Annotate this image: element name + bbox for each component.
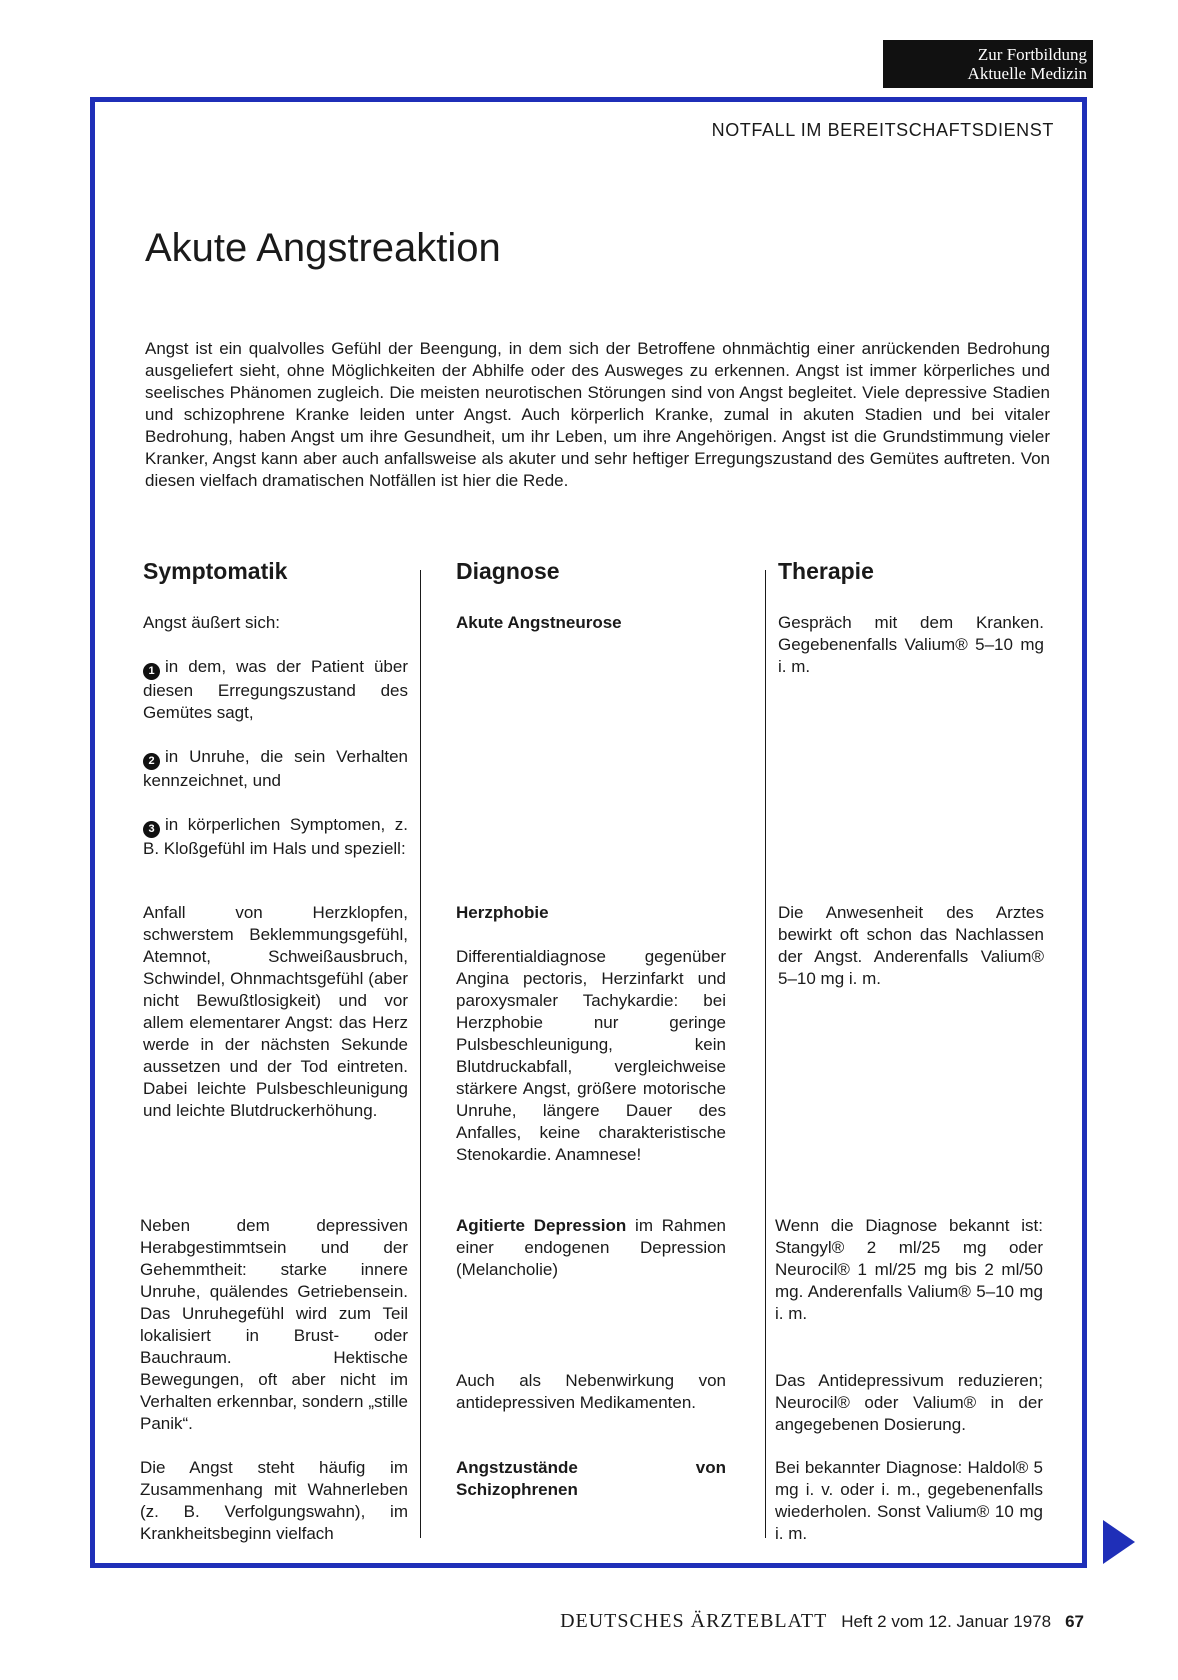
diagnose-herzphobie-text: Differentialdiagnose gegenüber Angina pectoris, Herzinfarkt und paroxysmaler Tachykardie: bei Herzphobie nur geringe Pulsbeschleunigung, kein Blutdruckabfall, vergleichweise stärkere Angst, größere motorische Unruhe, längere Dauer des Anfalles, keine charakteristische Stenokardie. Anamnese! — [456, 947, 726, 1164]
symptomatik-block-3: Neben dem depressiven Herabgestimmtsein und der Gehemmtheit: starke innere Unruhe, quälendes Getriebensein. Das Unruhegefühl wird zum Teil lokalisiert in Brust- oder Bauchraum. Hektische Bewegungen, oft aber nicht im Verhalten erkennbar, sondern „stille Panik“. — [140, 1216, 408, 1433]
column-divider-left — [420, 570, 421, 1538]
page-title: Akute Angstreaktion — [145, 226, 501, 270]
symptomatik-item-1: 1 in dem, was der Patient über diesen Erregungszustand des Gemütes sagt, — [143, 657, 408, 722]
column-heading-symptomatik: Symptomatik — [143, 558, 288, 584]
journal-name: DEUTSCHES ÄRZTEBLATT — [560, 1610, 828, 1632]
diagnose-herzphobie-heading: Herzphobie — [456, 903, 549, 922]
section-tag-line1: Zur Fortbildung — [977, 45, 1087, 64]
continue-arrow-icon — [1103, 1520, 1135, 1564]
symptomatik-block-1 — [143, 612, 408, 860]
column-heading-diagnose: Diagnose — [456, 558, 560, 584]
intro-paragraph: Angst ist ein qualvolles Gefühl der Beengung, in dem sich der Betroffene ohnmächtig einer anrückenden Bedrohung ausgeliefert sieht, ohne Möglichkeiten der Abhilfe oder des Ausweges zu erkennen. Angst ist immer körperliches und seelisches Phänomen zugleich. Die meisten neurotischen Störungen sind von Angst begleitet. Viele depressive Stadien und schizophrene Kranke leiden unter Angst. Auch körperlich Kranke, zumal in akuten Stadien und bei vitaler Bedrohung, haben Angst um ihre Gesundheit, um ihr Leben, um ihre Angehörigen. Angst ist die Grundstimmung vieler Kranker, Angst kann aber auch anfallsweise als akuter und sehr heftiger Erregungszustand des Gemütes auftreten. Von diesen vielfach dramatischen Notfällen ist hier die Rede. — [145, 339, 1050, 490]
symptomatik-item-2: 2 in Unruhe, die sein Verhalten kennzeichnet, und — [143, 747, 408, 790]
section-tag-line2: Aktuelle Medizin — [967, 64, 1087, 83]
therapie-block-1: Gespräch mit dem Kranken. Gegebenenfalls Valium® 5–10 mg i. m. — [778, 613, 1044, 676]
section-tag — [883, 40, 1093, 88]
therapie-block-4: Bei bekannter Diagnose: Haldol® 5 mg i. v. oder i. m., gegebenenfalls wiederholen. Sonst Valium® 10 mg i. m. — [775, 1458, 1043, 1543]
symptomatik-block-2: Anfall von Herzklopfen, schwerstem Beklemmungsgefühl, Atemnot, Schweißausbruch, Schwindel, Ohnmachtsgefühl (aber nicht Bewußtlosigkeit) und vor allem elementarer Angst: das Herz werde in der nächsten Sekunde aussetzen und der Tod eintreten. Dabei leichte Pulsbeschleunigung und leichte Blutdruckerhöhung. — [143, 903, 408, 1120]
diagnose-schizophrenie: Angstzustände von Schizophrenen — [456, 1458, 726, 1499]
diagnose-nebenwirkung: Auch als Nebenwirkung von antidepressiven Medikamenten. — [456, 1371, 726, 1412]
symptomatik-item-3: 3 in körperlichen Symptomen, z. B. Kloßgefühl im Hals und speziell: — [143, 815, 408, 858]
therapie-block-3b: Das Antidepressivum reduzieren; Neurocil® oder Valium® in der angegebenen Dosierung. — [775, 1371, 1043, 1434]
symptomatik-block-4: Die Angst steht häufig im Zusammenhang mit Wahnerleben (z. B. Verfolgungswahn), im Krankheitsbeginn vielfach — [140, 1458, 408, 1543]
page-footer — [560, 1610, 1084, 1633]
symptomatik-intro: Angst äußert sich: — [143, 613, 281, 632]
therapie-block-2: Die Anwesenheit des Arztes bewirkt oft schon das Nachlassen der Angst. Anderenfalls Valium® 5–10 mg i. m. — [778, 903, 1044, 988]
therapie-block-3: Wenn die Diagnose bekannt ist: Stangyl® 2 ml/25 mg oder Neurocil® 1 ml/25 mg bis 2 ml/50 mg. Anderenfalls Valium® 5–10 mg i. m. — [775, 1216, 1043, 1323]
number-1-icon: 1 — [143, 663, 160, 680]
diagnose-angstneurose: Akute Angstneurose — [456, 613, 622, 632]
column-heading-therapie: Therapie — [778, 558, 874, 584]
page-number: 67 — [1065, 1612, 1084, 1631]
number-3-icon: 3 — [143, 821, 160, 838]
issue-info: Heft 2 vom 12. Januar 1978 — [841, 1612, 1052, 1631]
rubric-label: NOTFALL IM BEREITSCHAFTSDIENST — [711, 120, 1054, 140]
diagnose-agitierte-depression: Agitierte Depression im Rahmen einer endogenen Depression (Melancholie) — [456, 1216, 726, 1279]
number-2-icon: 2 — [143, 753, 160, 770]
column-divider-right — [765, 570, 766, 1538]
